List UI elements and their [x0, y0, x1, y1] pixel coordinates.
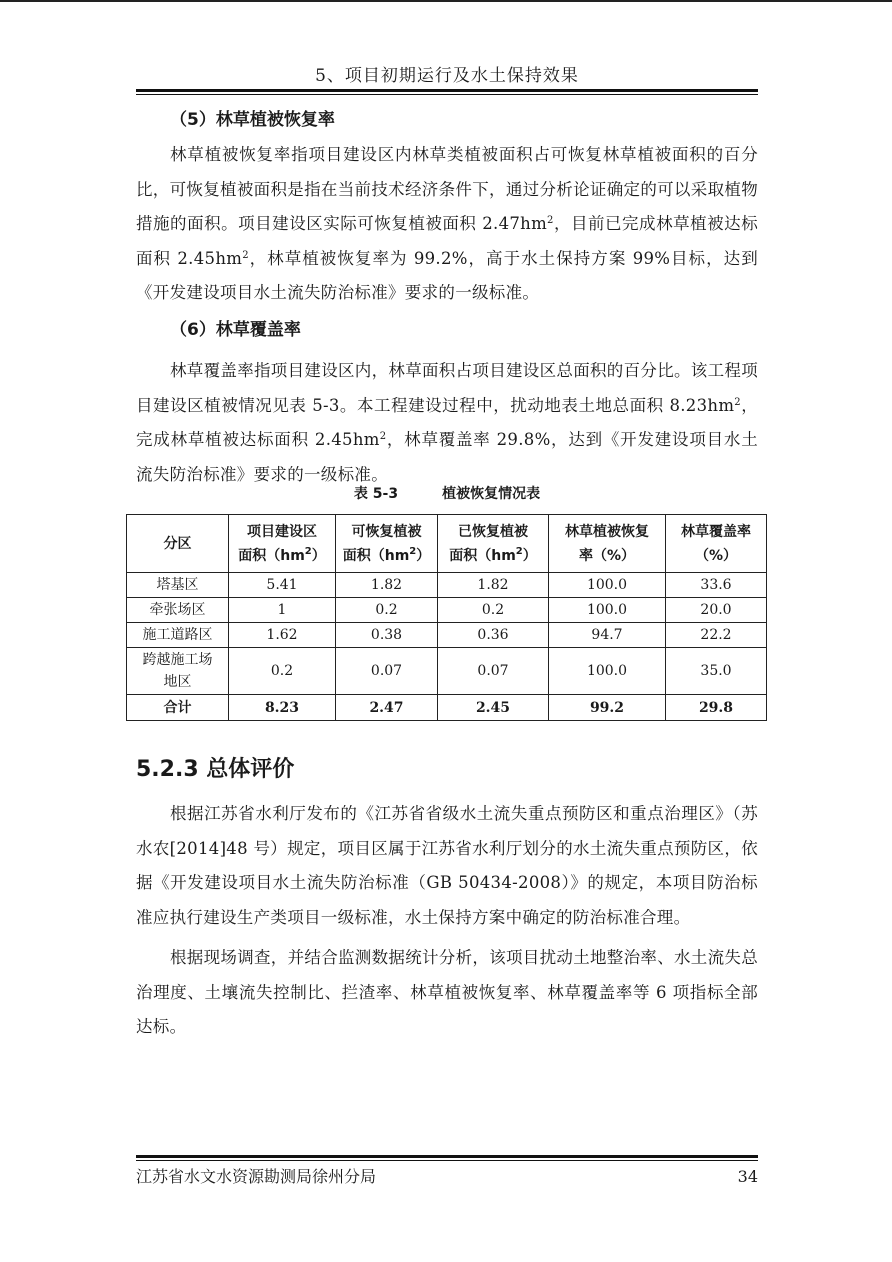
table-caption — [136, 484, 758, 504]
text-run: ，林草植被恢复率为 99.2%，高于水土保持方案 99%目标，达到《开发建设项目水土流失防治标准》要求的一级标准。 — [136, 248, 758, 302]
cell-coverage: 35.0 — [666, 648, 767, 695]
cell-area: 0.2 — [229, 648, 336, 695]
header-text: （%） — [694, 547, 738, 564]
superscript: 2 — [379, 431, 387, 442]
header-restored-area — [438, 515, 549, 573]
header-text: 面积（hm — [238, 547, 305, 564]
cell-restorable: 0.07 — [336, 648, 438, 695]
header-text: 面积（hm — [449, 547, 516, 564]
cell-area: 1 — [229, 598, 336, 623]
superscript: 2 — [304, 545, 312, 557]
text-run: 林草覆盖率指项目建设区内，林草面积占项目建设区总面积的百分比。该工程项目建设区植被情况见表 5-3。本工程建设过程中，扰动地表土地总面积 8.23hm — [136, 361, 758, 415]
heading-vegetation-restoration-rate: （5）林草植被恢复率 — [170, 110, 335, 130]
header-text: 率（%） — [578, 547, 636, 564]
footer-organization: 江苏省水文水资源勘测局徐州分局 — [136, 1167, 377, 1186]
cell-rate: 94.7 — [549, 623, 666, 648]
header-restorable-area — [336, 515, 438, 573]
heading-vegetation-coverage-rate: （6）林草覆盖率 — [170, 320, 301, 340]
table-header-row — [127, 515, 767, 573]
text-run: ，完成林草植被达标面积 2.45hm — [136, 395, 758, 449]
zone-text: 跨越施工场 — [142, 652, 213, 668]
paragraph-evaluation-result: 根据现场调查，并结合监测数据统计分析，该项目扰动土地整治率、水土流失总治理度、土壤流失控制比、拦渣率、林草植被恢复率、林草覆盖率等 6 项指标全部达标。 — [136, 948, 758, 1036]
header-zone — [127, 515, 229, 573]
superscript: 2 — [409, 545, 417, 557]
superscript: 2 — [547, 215, 554, 226]
table-row — [127, 648, 767, 695]
superscript: 2 — [515, 545, 523, 557]
cell-restored: 0.36 — [438, 623, 549, 648]
cell-rate: 100.0 — [549, 598, 666, 623]
cell-area: 1.62 — [229, 623, 336, 648]
cell-zone: 合计 — [127, 695, 229, 721]
paragraph-vegetation-restoration — [136, 138, 758, 311]
superscript: 2 — [242, 249, 249, 261]
vegetation-restoration-table — [126, 514, 767, 721]
running-header: 5、项目初期运行及水土保持效果 — [315, 66, 579, 86]
header-text: 项目建设区 — [247, 523, 317, 540]
table-row — [127, 573, 767, 598]
zone-text: 地区 — [163, 674, 192, 690]
table-row — [127, 623, 767, 648]
cell-coverage: 20.0 — [666, 598, 767, 623]
table-number: 表 5-3 — [353, 486, 399, 502]
cell-coverage: 29.8 — [666, 695, 767, 721]
header-text: 林草植被恢复 — [565, 523, 649, 540]
superscript: 2 — [734, 396, 741, 408]
cell-coverage: 22.2 — [666, 623, 767, 648]
cell-restorable: 1.82 — [336, 573, 438, 598]
cell-restorable: 0.2 — [336, 598, 438, 623]
table-title: 植被恢复情况表 — [442, 486, 541, 502]
cell-rate: 99.2 — [549, 695, 666, 721]
table-row — [127, 598, 767, 623]
header-text: 已恢复植被 — [458, 523, 528, 540]
section-title-overall-evaluation: 5.2.3 总体评价 — [136, 757, 295, 782]
cell-restored: 2.45 — [438, 695, 549, 721]
cell-zone: 塔基区 — [127, 573, 229, 598]
cell-restored: 1.82 — [438, 573, 549, 598]
header-project-area — [229, 515, 336, 573]
footer-rule-thin — [136, 1160, 758, 1161]
text-run: 林草植被恢复率指项目建设区内林草类植被面积占可恢复林草植被面积的百分比，可恢复植被面积是指在当前技术经济条件下，通过分析论证确定的可以采取植物措施的面积。项目建设区实际可恢复植被面积 2.47hm — [136, 145, 758, 233]
cell-restored: 0.07 — [438, 648, 549, 695]
cell-rate: 100.0 — [549, 648, 666, 695]
table-total-row — [127, 695, 767, 721]
header-rule-thin — [136, 94, 758, 95]
header-restoration-rate — [549, 515, 666, 573]
header-text: 分区 — [163, 535, 192, 552]
page-top-border — [0, 0, 892, 2]
cell-zone — [127, 648, 229, 695]
cell-restored: 0.2 — [438, 598, 549, 623]
cell-coverage: 33.6 — [666, 573, 767, 598]
paragraph-evaluation-standard: 根据江苏省水利厅发布的《江苏省省级水土流失重点预防区和重点治理区》（苏水农[2014]48 号）规定，项目区属于江苏省水利厅划分的水土流失重点预防区，依据《开发建设项目水土流失防治标准（GB 50434-2008）》的规定，本项目防治标准应执行建设生产类项目一级标准，水土保持方案中确定的防治标准合理。 — [136, 804, 758, 927]
header-text: ） — [311, 547, 326, 564]
header-text: ） — [522, 547, 537, 564]
cell-area: 5.41 — [229, 573, 336, 598]
text-run: ，目前已完成林草植被达标面积 2.45hm — [136, 214, 758, 268]
header-coverage-rate — [666, 515, 767, 573]
cell-restorable: 0.38 — [336, 623, 438, 648]
text-run: ，林草覆盖率 29.8%，达到《开发建设项目水土流失防治标准》要求的一级标准。 — [136, 430, 758, 484]
cell-area: 8.23 — [229, 695, 336, 721]
cell-rate: 100.0 — [549, 573, 666, 598]
page-number: 34 — [737, 1167, 758, 1186]
cell-zone: 施工道路区 — [127, 623, 229, 648]
header-text: 可恢复植被 — [351, 523, 422, 540]
footer-rule-thick — [136, 1155, 758, 1158]
paragraph-vegetation-coverage — [136, 354, 758, 492]
header-text: ） — [416, 547, 431, 564]
header-rule-thick — [136, 89, 758, 92]
cell-zone: 牵张场区 — [127, 598, 229, 623]
cell-restorable: 2.47 — [336, 695, 438, 721]
evaluation-body — [136, 797, 758, 1045]
header-text: 面积（hm — [342, 547, 410, 564]
header-text: 林草覆盖率 — [681, 523, 751, 540]
